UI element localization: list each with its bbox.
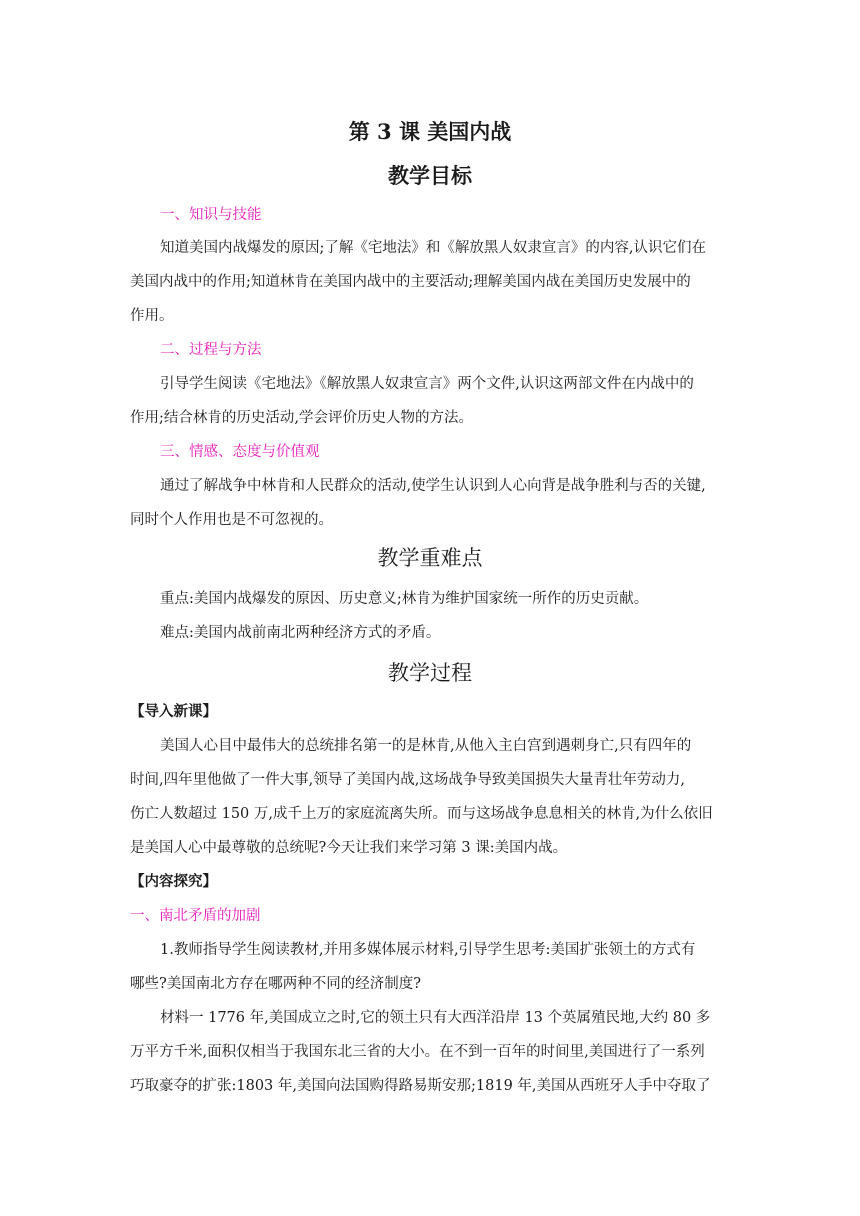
paragraph-line: 哪些?美国南北方存在哪两种不同的经济制度? <box>130 976 422 992</box>
difficulty-line: 难点:美国内战前南北两种经济方式的矛盾。 <box>160 625 441 641</box>
paragraph-line: 作用。 <box>130 308 174 324</box>
paragraph-line: 美国内战中的作用;知道林肯在美国内战中的主要活动;理解美国内战在美国历史发展中的 <box>130 274 691 290</box>
lesson-title: 第 3 课 美国内战 <box>348 119 512 144</box>
process-heading: 教学过程 <box>388 661 472 685</box>
keypoints-heading: 教学重难点 <box>377 546 483 570</box>
paragraph-line: 是美国人心中最尊敬的总统呢?今天让我们来学习第 3 课:美国内战。 <box>130 840 568 856</box>
intro-label: 【导入新课】 <box>130 703 217 720</box>
paragraph-line: 知道美国内战爆发的原因;了解《宅地法》和《解放黑人奴隶宣言》的内容,认识它们在 <box>160 240 706 256</box>
paragraph-line: 时间,四年里他做了一件大事,领导了美国内战,这场战争导致美国损失大量青壮年劳动力, <box>130 772 685 788</box>
paragraph-line: 作用;结合林肯的历史活动,学会评价历史人物的方法。 <box>130 410 473 426</box>
objectives-heading: 教学目标 <box>388 163 472 188</box>
explore-label: 【内容探究】 <box>130 873 217 890</box>
paragraph-line: 同时个人作用也是不可忽视的。 <box>130 512 333 528</box>
subsection-heading: 一、南北矛盾的加剧 <box>130 908 261 924</box>
paragraph-line: 1.教师指导学生阅读教材,并用多媒体展示材料,引导学生思考:美国扩张领土的方式有 <box>160 942 696 958</box>
paragraph-line: 美国人心目中最伟大的总统排名第一的是林肯,从他入主白宫到遇刺身亡,只有四年的 <box>160 738 692 754</box>
paragraph-line: 万平方千米,面积仅相当于我国东北三省的大小。在不到一百年的时间里,美国进行了一系列 <box>130 1044 705 1060</box>
section-heading-process-method: 二、过程与方法 <box>160 342 262 358</box>
paragraph-line: 通过了解战争中林肯和人民群众的活动,使学生认识到人心向背是战争胜利与否的关键, <box>160 478 706 494</box>
paragraph-line: 伤亡人数超过 150 万,成千上万的家庭流离失所。而与这场战争息息相关的林肯,为什么依旧 <box>130 806 713 822</box>
section-heading-attitude-values: 三、情感、态度与价值观 <box>160 444 320 460</box>
paragraph-line: 引导学生阅读《宅地法》《解放黑人奴隶宣言》两个文件,认识这两部文件在内战中的 <box>160 376 694 392</box>
focus-line: 重点:美国内战爆发的原因、历史意义;林肯为维护国家统一所作的历史贡献。 <box>160 591 649 607</box>
paragraph-line: 巧取豪夺的扩张:1803 年,美国向法国购得路易斯安那;1819 年,美国从西班牙人手中夺取了 <box>130 1078 711 1094</box>
section-heading-knowledge: 一、知识与技能 <box>160 207 262 223</box>
paragraph-line: 材料一 1776 年,美国成立之时,它的领土只有大西洋沿岸 13 个英属殖民地,大约 80 多 <box>160 1010 711 1026</box>
